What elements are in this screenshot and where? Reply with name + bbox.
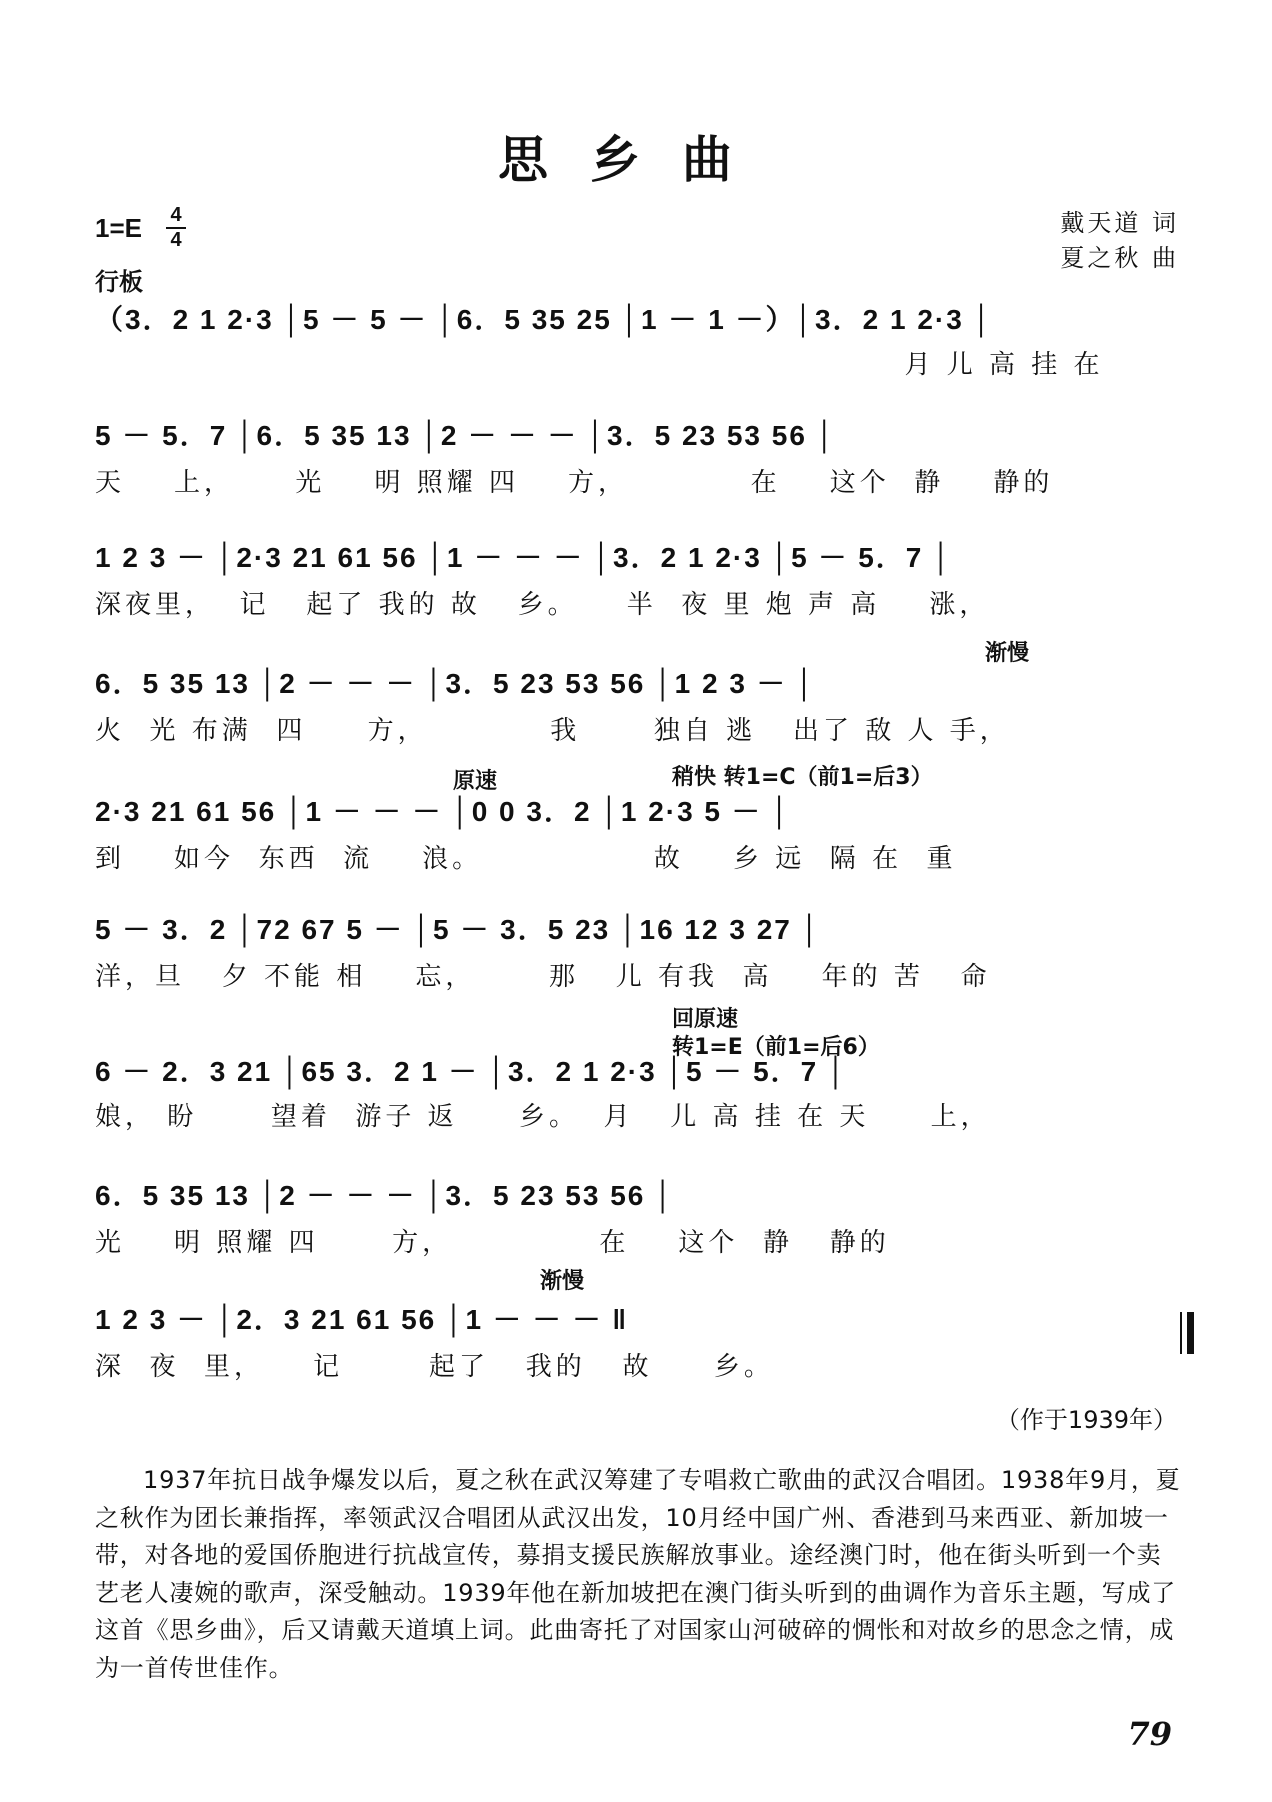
time-signature-bottom: 4 xyxy=(170,229,182,251)
tempo-modulation-2: 转1=E（前1=后6） xyxy=(672,1035,880,1060)
composer-credit: 夏之秋 曲 xyxy=(1060,244,1179,272)
lyrics-line-8: 光 明 照耀 四 方， 在 这个 静 静的 xyxy=(95,1228,890,1258)
notation-line-9: 1 2 3 － │2．3 21 61 56 │1 － － － ‖ xyxy=(95,1304,629,1335)
tempo-return-original: 回原速 xyxy=(672,1007,739,1032)
lyrics-line-3: 深夜里， 记 起了 我的 故 乡。 半 夜 里 炮 声 高 涨， xyxy=(95,590,990,620)
page-title: 思乡曲 xyxy=(498,131,774,189)
notation-line-1: （3．2 1 2·3 │5 － 5 － │6．5 35 25 │1 － 1 －）│3．2 1 2·3 │ xyxy=(95,304,994,335)
lyrics-line-4: 火 光 布满 四 方， 我 独自 逃 出了 敌 人 手， xyxy=(95,716,1010,746)
background-note-text: 1937年抗日战争爆发以后，夏之秋在武汉筹建了专唱救亡歌曲的武汉合唱团。1938年9月，夏之秋作为团长兼指挥，率领武汉合唱团从武汉出发，10月经中国广州、香港到马来西亚、新加坡一带，对各地的爱国侨胞进行抗战宣传，募捐支援民族解放事业。途经澳门时，他在街头听到一个卖艺老人凄婉的歌声，深受触动。1939年他在新加坡把在澳门街头听到的曲调作为音乐主题，写成了这首《思乡曲》，后又请戴天道填上词。此曲寄托了对国家山河破碎的惆怅和对故乡的思念之情，成为一首传世佳作。 xyxy=(95,1466,1181,1682)
lyrics-line-2: 天 上， 光 明 照耀 四 方， 在 这个 静 静的 xyxy=(95,468,1054,498)
composition-date: （作于1939年） xyxy=(995,1406,1177,1434)
notation-line-3: 1 2 3 － │2·3 21 61 56 │1 － － － │3．2 1 2·3 │5 － 5．7 │ xyxy=(95,542,953,573)
notation-line-8: 6．5 35 13 │2 － － － │3．5 23 53 56 │ xyxy=(95,1180,675,1211)
lyrics-line-1: 月 儿 高 挂 在 xyxy=(95,350,1104,380)
background-note xyxy=(95,1462,1185,1687)
tempo-slow-down-2: 渐慢 xyxy=(540,1269,585,1294)
page-number: 79 xyxy=(1127,1715,1172,1753)
time-signature xyxy=(166,205,186,251)
tempo-slow-down-1: 渐慢 xyxy=(985,641,1030,666)
tempo-original: 原速 xyxy=(453,769,498,794)
notation-line-6: 5 － 3．2 │72 67 5 － │5 － 3．5 23 │16 12 3 27 │ xyxy=(95,914,822,945)
tempo-marking: 行板 xyxy=(95,268,143,296)
notation-line-4: 6．5 35 13 │2 － － － │3．5 23 53 56 │1 2 3 － │ xyxy=(95,668,816,699)
lyricist-credit: 戴天道 词 xyxy=(1060,209,1179,237)
lyrics-line-6: 洋，旦 夕 不能 相 忘， 那 儿 有我 高 年的 苦 命 xyxy=(95,962,991,992)
notation-line-7: 6 － 2．3 21 │65 3．2 1 － │3．2 1 2·3 │5 － 5．7 │ xyxy=(95,1056,848,1087)
key-signature: 1=E xyxy=(95,213,142,243)
lyrics-line-5: 到 如今 东西 流 浪。 故 乡 远 隔 在 重 xyxy=(95,844,957,874)
lyrics-line-9: 深 夜 里， 记 起了 我的 故 乡。 xyxy=(95,1352,774,1382)
final-barline xyxy=(1180,1312,1194,1354)
notation-line-2: 5 － 5．7 │6．5 35 13 │2 － － － │3．5 23 53 56 │ xyxy=(95,420,837,451)
tempo-modulation-1: 稍快 转1=C（前1=后3） xyxy=(672,765,933,790)
notation-line-5: 2·3 21 61 56 │1 － － － │0 0 3．2 │1 2·3 5 － │ xyxy=(95,796,792,827)
time-signature-top: 4 xyxy=(170,204,182,226)
lyrics-line-7: 娘， 盼 望着 游子 返 乡。 月 儿 高 挂 在 天 上， xyxy=(95,1102,991,1132)
